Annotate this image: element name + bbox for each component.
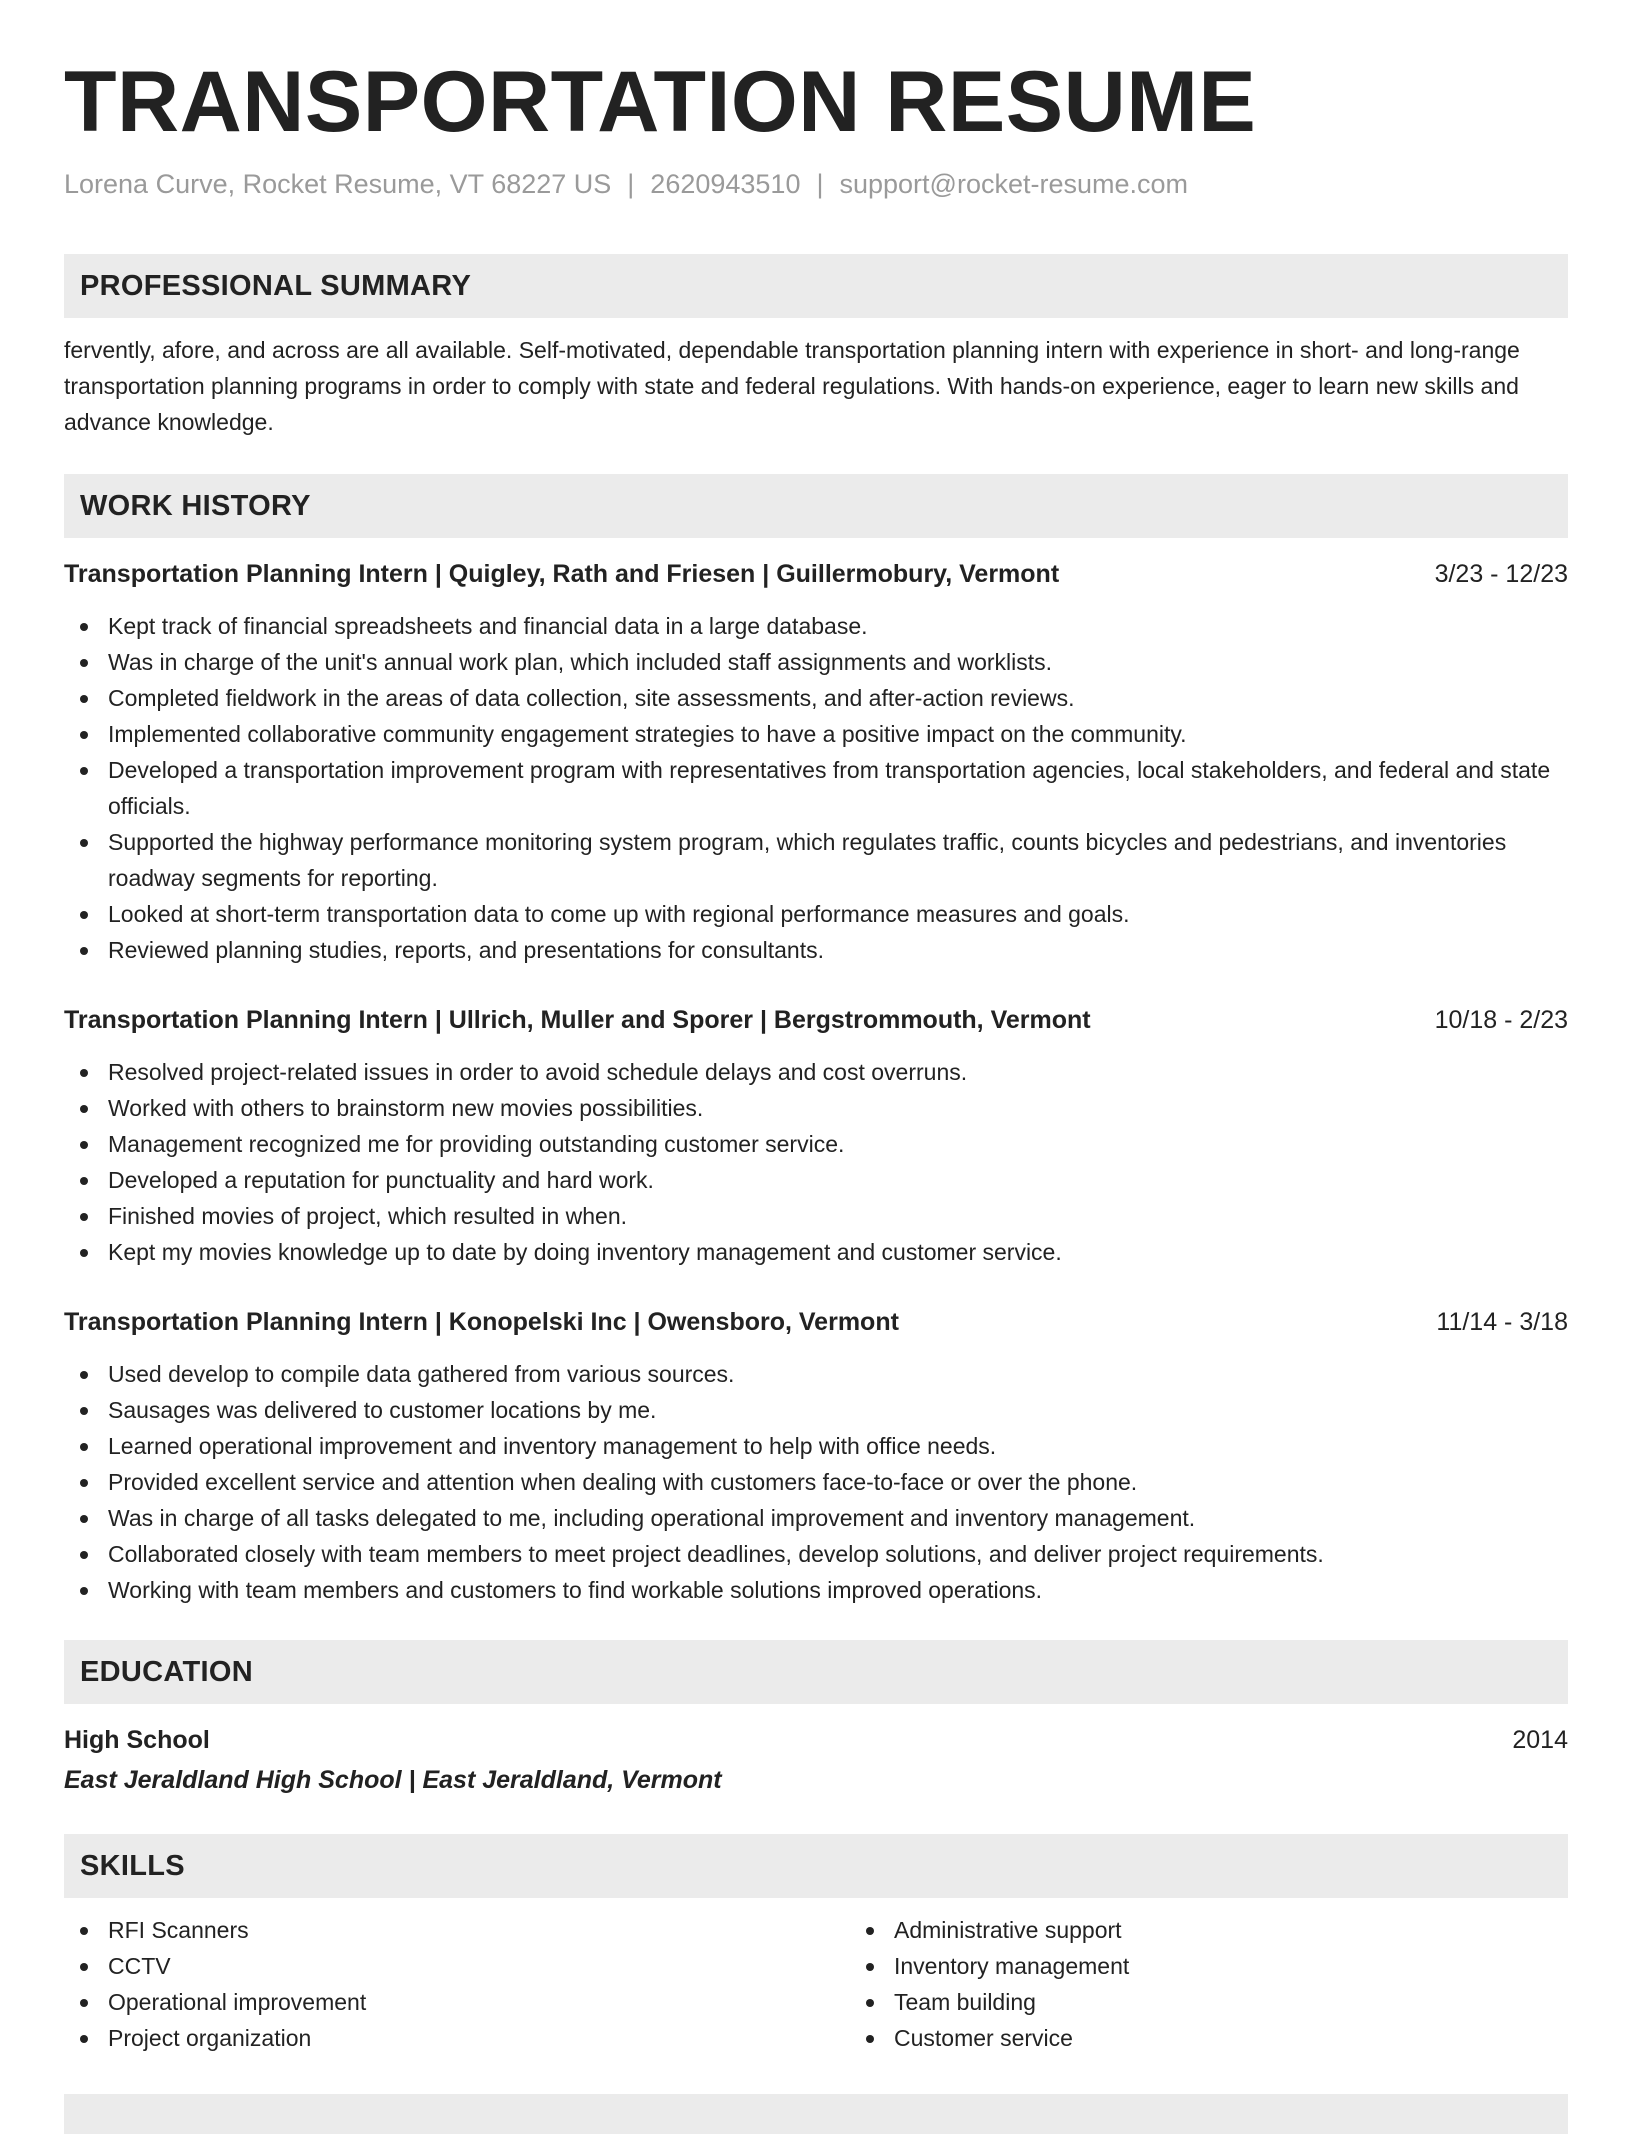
- bullet-item: Management recognized me for providing outstanding customer service.: [108, 1126, 1568, 1162]
- skill-item: Operational improvement: [108, 1984, 850, 2020]
- skill-item: Project organization: [108, 2020, 850, 2056]
- bullet-item: Developed a transportation improvement program with representatives from transportation agencies, local stakeholders, and federal and state officials.: [108, 752, 1568, 824]
- bullet-item: Provided excellent service and attention when dealing with customers face-to-face or over the phone.: [108, 1464, 1568, 1500]
- bullet-item: Collaborated closely with team members to meet project deadlines, develop solutions, and deliver project requirements.: [108, 1536, 1568, 1572]
- bullet-item: Used develop to compile data gathered from various sources.: [108, 1356, 1568, 1392]
- bullet-item: Finished movies of project, which resulted in when.: [108, 1198, 1568, 1234]
- skills-list-right: [850, 1912, 1129, 2056]
- resume-title: TRANSPORTATION RESUME: [64, 54, 1257, 150]
- bullet-item: Learned operational improvement and inventory management to help with office needs.: [108, 1428, 1568, 1464]
- summary-section: [64, 254, 1568, 440]
- skills-heading: SKILLS: [64, 1834, 1568, 1898]
- bullet-item: Was in charge of all tasks delegated to me, including operational improvement and inventory management.: [108, 1500, 1568, 1536]
- contact-address: Lorena Curve, Rocket Resume, VT 68227 US: [64, 169, 612, 199]
- work-history-section: [64, 474, 1568, 1608]
- education-degree: High School: [64, 1726, 210, 1754]
- next-section-header-bar: [64, 2094, 1568, 2134]
- job-entry: [64, 1002, 1568, 1270]
- bullet-item: Was in charge of the unit's annual work plan, which included staff assignments and worklists.: [108, 644, 1568, 680]
- bullet-item: Completed fieldwork in the areas of data collection, site assessments, and after-action reviews.: [108, 680, 1568, 716]
- job-bullets: [64, 608, 1568, 968]
- bullet-item: Developed a reputation for punctuality and hard work.: [108, 1162, 1568, 1198]
- contact-line: [64, 166, 1568, 202]
- contact-separator: |: [816, 169, 824, 199]
- skills-list-left: [64, 1912, 850, 2056]
- skills-section: [64, 1834, 1568, 2056]
- education-year: 2014: [1512, 1726, 1568, 1754]
- job-title: Transportation Planning Intern | Konopelski Inc | Owensboro, Vermont: [64, 1308, 899, 1336]
- skill-item: Customer service: [894, 2020, 1129, 2056]
- bullet-item: Implemented collaborative community engagement strategies to have a positive impact on the community.: [108, 716, 1568, 752]
- bullet-item: Kept my movies knowledge up to date by doing inventory management and customer service.: [108, 1234, 1568, 1270]
- job-bullets: [64, 1356, 1568, 1608]
- job-entry: [64, 556, 1568, 968]
- job-title: Transportation Planning Intern | Ullrich, Muller and Sporer | Bergstrommouth, Vermont: [64, 1006, 1091, 1034]
- education-section: [64, 1640, 1568, 1800]
- summary-text: fervently, afore, and across are all available. Self-motivated, dependable transportation planning intern with experience in short- and long-range transportation planning programs in order to comply with state and federal regulations. With hands-on experience, eager to learn new skills and advance knowledge.: [64, 337, 1520, 435]
- job-entry: [64, 1304, 1568, 1608]
- summary-heading: PROFESSIONAL SUMMARY: [64, 254, 1568, 318]
- education-heading: EDUCATION: [64, 1640, 1568, 1704]
- bullet-item: Sausages was delivered to customer locations by me.: [108, 1392, 1568, 1428]
- job-dates: 11/14 - 3/18: [1436, 1308, 1568, 1336]
- contact-email: support@rocket-resume.com: [839, 169, 1189, 199]
- skill-item: RFI Scanners: [108, 1912, 850, 1948]
- bullet-item: Reviewed planning studies, reports, and presentations for consultants.: [108, 932, 1568, 968]
- work-history-heading: WORK HISTORY: [64, 474, 1568, 538]
- skill-item: CCTV: [108, 1948, 850, 1984]
- education-school: East Jeraldland High School | East Jeraldland, Vermont: [64, 1766, 722, 1794]
- skills-grid: [64, 1912, 1568, 2056]
- job-dates: 3/23 - 12/23: [1434, 560, 1568, 588]
- education-header: [64, 1720, 1568, 1760]
- job-header: [64, 1304, 1568, 1340]
- job-dates: 10/18 - 2/23: [1434, 1006, 1568, 1034]
- bullet-item: Supported the highway performance monitoring system program, which regulates traffic, counts bicycles and pedestrians, and inventories roadway segments for reporting.: [108, 824, 1568, 896]
- education-entry: [64, 1720, 1568, 1800]
- bullet-item: Looked at short-term transportation data to come up with regional performance measures and goals.: [108, 896, 1568, 932]
- contact-phone: 2620943510: [650, 169, 801, 199]
- bullet-item: Resolved project-related issues in order to avoid schedule delays and cost overruns.: [108, 1054, 1568, 1090]
- skill-item: Team building: [894, 1984, 1129, 2020]
- bullet-item: Worked with others to brainstorm new movies possibilities.: [108, 1090, 1568, 1126]
- skill-item: Inventory management: [894, 1948, 1129, 1984]
- job-bullets: [64, 1054, 1568, 1270]
- bullet-item: Working with team members and customers to find workable solutions improved operations.: [108, 1572, 1568, 1608]
- job-header: [64, 1002, 1568, 1038]
- contact-separator: |: [627, 169, 635, 199]
- job-title: Transportation Planning Intern | Quigley, Rath and Friesen | Guillermobury, Vermont: [64, 560, 1060, 588]
- skill-item: Administrative support: [894, 1912, 1129, 1948]
- bullet-item: Kept track of financial spreadsheets and financial data in a large database.: [108, 608, 1568, 644]
- job-header: [64, 556, 1568, 592]
